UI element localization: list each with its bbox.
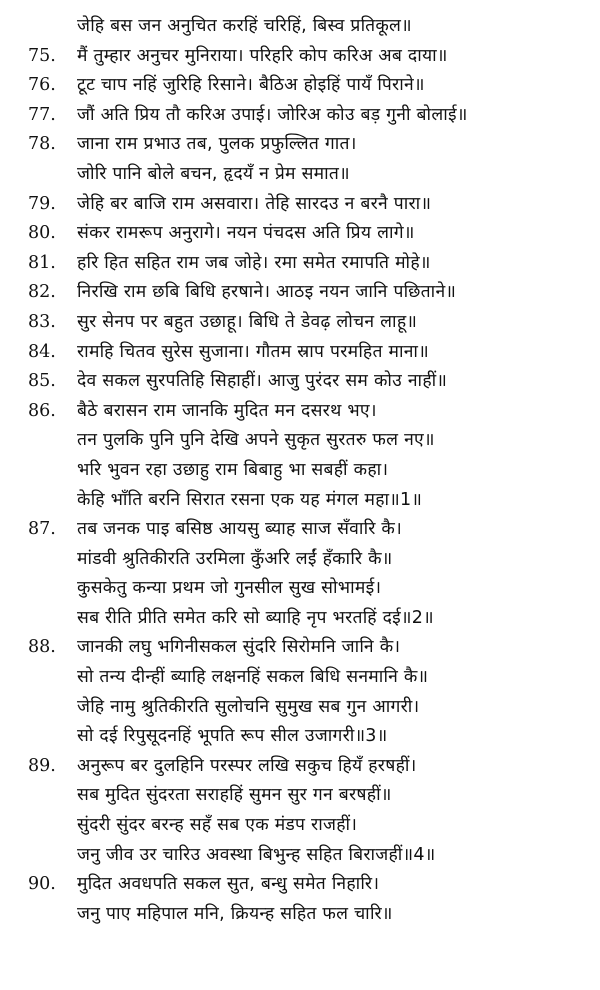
verse-line — [0, 101, 600, 131]
verse-text: सुर सेनप पर बहुत उछाहू। बिधि ते डेवढ़ लोचन लाहू॥ — [77, 311, 418, 332]
verse-text: केहि भाँति बरनि सिरात रसना एक यह मंगल महा॥1॥ — [77, 489, 423, 510]
verse-text: जोरि पानि बोले बचन, हृदयँ न प्रेम समात॥ — [77, 163, 350, 184]
verse-text: जानकी लघु भगिनीसकल सुंदरि सिरोमनि जानि कै। — [77, 637, 401, 658]
verse-text: हरि हित सहित राम जब जोहे। रमा समेत रमापति मोहे॥ — [77, 252, 431, 273]
verse-line — [0, 130, 600, 160]
verse-number: 78. — [28, 134, 56, 155]
verse-text: जेहि बर बाजि राम असवारा। तेहि सारदउ न बरनै पारा॥ — [77, 193, 432, 214]
verse-line — [0, 278, 600, 308]
verse-text: रामहि चितव सुरेस सुजाना। गौतम स्राप परमहित माना॥ — [77, 341, 429, 362]
verse-line — [0, 367, 600, 397]
verse-number: 75. — [28, 45, 56, 66]
verse-line — [0, 545, 600, 575]
verse-line — [0, 456, 600, 486]
verse-number: 87. — [28, 519, 56, 540]
verse-text: जनु पाए महिपाल मनि, क्रियन्ह सहित फल चारि॥ — [77, 903, 393, 924]
verse-number: 84. — [28, 341, 56, 362]
verse-number: 90. — [28, 874, 56, 895]
verse-text: निरखि राम छबि बिधि हरषाने। आठइ नयन जानि पछिताने॥ — [77, 282, 457, 303]
verse-line — [0, 900, 600, 930]
verse-text: मैं तुम्हार अनुचर मुनिराया। परिहरि कोप करिअ अब दाया॥ — [77, 45, 448, 66]
verse-text: संकर रामरूप अनुरागे। नयन पंचदस अति प्रिय लागे॥ — [77, 223, 415, 244]
verse-line — [0, 397, 600, 427]
verse-number: 86. — [28, 400, 56, 421]
verse-line — [0, 190, 600, 220]
verse-line — [0, 870, 600, 900]
verse-text: सुंदरी सुंदर बरन्ह सहँ सब एक मंडप राजहीं। — [77, 815, 358, 836]
verse-list — [0, 12, 600, 929]
verse-text: कुसकेतु कन्या प्रथम जो गुनसील सुख सोभामई। — [77, 578, 382, 599]
verse-line — [0, 71, 600, 101]
verse-number: 82. — [28, 282, 56, 303]
verse-text: जेहि बस जन अनुचित करहिं चरिहिं, बिस्व प्रतिकूल॥ — [77, 16, 412, 36]
verse-text: सब मुदित सुंदरता सराहहिं सुमन सुर गन बरषहीं॥ — [77, 785, 392, 806]
verse-line — [0, 752, 600, 782]
verse-text: टूट चाप नहिं जुरिहि रिसाने। बैठिअ होइहिं पायँ पिराने॥ — [77, 75, 425, 96]
verse-line — [0, 219, 600, 249]
verse-number: 83. — [28, 311, 56, 332]
verse-text: सो तन्य दीन्हीं ब्याहि लक्षनहिं सकल बिधि सनमानि कै॥ — [77, 667, 429, 688]
verse-number: 80. — [28, 223, 56, 244]
verse-line — [0, 486, 600, 516]
verse-text: बैठे बरासन राम जानकि मुदित मन दसरथ भए। — [77, 400, 377, 421]
verse-text: जेहि नामु श्रुतिकीरति सुलोचनि सुमुख सब गुन आगरी। — [77, 696, 420, 717]
verse-number: 79. — [28, 193, 56, 214]
verse-text: जौं अति प्रिय तौ करिअ उपाई। जोरिअ कोउ बड़ गुनी बोलाई॥ — [77, 104, 468, 125]
verse-line — [0, 574, 600, 604]
verse-line — [0, 604, 600, 634]
verse-line — [0, 811, 600, 841]
verse-number: 85. — [28, 371, 56, 392]
verse-line — [0, 426, 600, 456]
verse-line — [0, 160, 600, 190]
verse-line — [0, 841, 600, 871]
verse-line — [0, 42, 600, 72]
verse-number: 77. — [28, 104, 56, 125]
verse-number: 76. — [28, 75, 56, 96]
verse-text: जाना राम प्रभाउ तब, पुलक प्रफुल्लित गात। — [77, 134, 357, 155]
verse-line — [0, 308, 600, 338]
verse-line — [0, 663, 600, 693]
verse-line — [0, 722, 600, 752]
verse-line — [0, 633, 600, 663]
verse-text: अनुरूप बर दुलहिनि परस्पर लखि सकुच हियँ हरषहीं। — [77, 755, 417, 776]
verse-line — [0, 781, 600, 811]
verse-number: 89. — [28, 755, 56, 776]
verse-text: सो दई रिपुसूदनहिं भूपति रूप सील उजागरी॥3॥ — [77, 726, 388, 747]
verse-line — [0, 338, 600, 368]
verse-line — [0, 693, 600, 723]
verse-text: तन पुलकि पुनि पुनि देखि अपने सुकृत सुरतरु फल नए॥ — [77, 430, 435, 451]
verse-text: मुदित अवधपति सकल सुत, बन्धु समेत निहारि। — [77, 874, 380, 895]
verse-text: जनु जीव उर चारिउ अवस्था बिभुन्ह सहित बिराजहीं॥4॥ — [77, 844, 436, 865]
verse-text: सब रीति प्रीति समेत करि सो ब्याहि नृप भरतहिं दई॥2॥ — [77, 607, 434, 628]
verse-text: देव सकल सुरपतिहि सिहाहीं। आजु पुरंदर सम कोउ नाहीं॥ — [77, 371, 448, 392]
verse-text: तब जनक पाइ बसिष्ठ आयसु ब्याह साज सँवारि कै। — [77, 519, 402, 540]
verse-text: भरि भुवन रहा उछाहु राम बिबाहु भा सबहीं कहा। — [77, 459, 389, 480]
verse-number: 81. — [28, 252, 56, 273]
verse-number: 88. — [28, 637, 56, 658]
verse-line — [0, 249, 600, 279]
verse-text: मांडवी श्रुतिकीरति उरमिला कुँअरि लईं हँकारि कै॥ — [77, 548, 393, 569]
verse-line — [0, 515, 600, 545]
verse-line — [0, 12, 600, 42]
